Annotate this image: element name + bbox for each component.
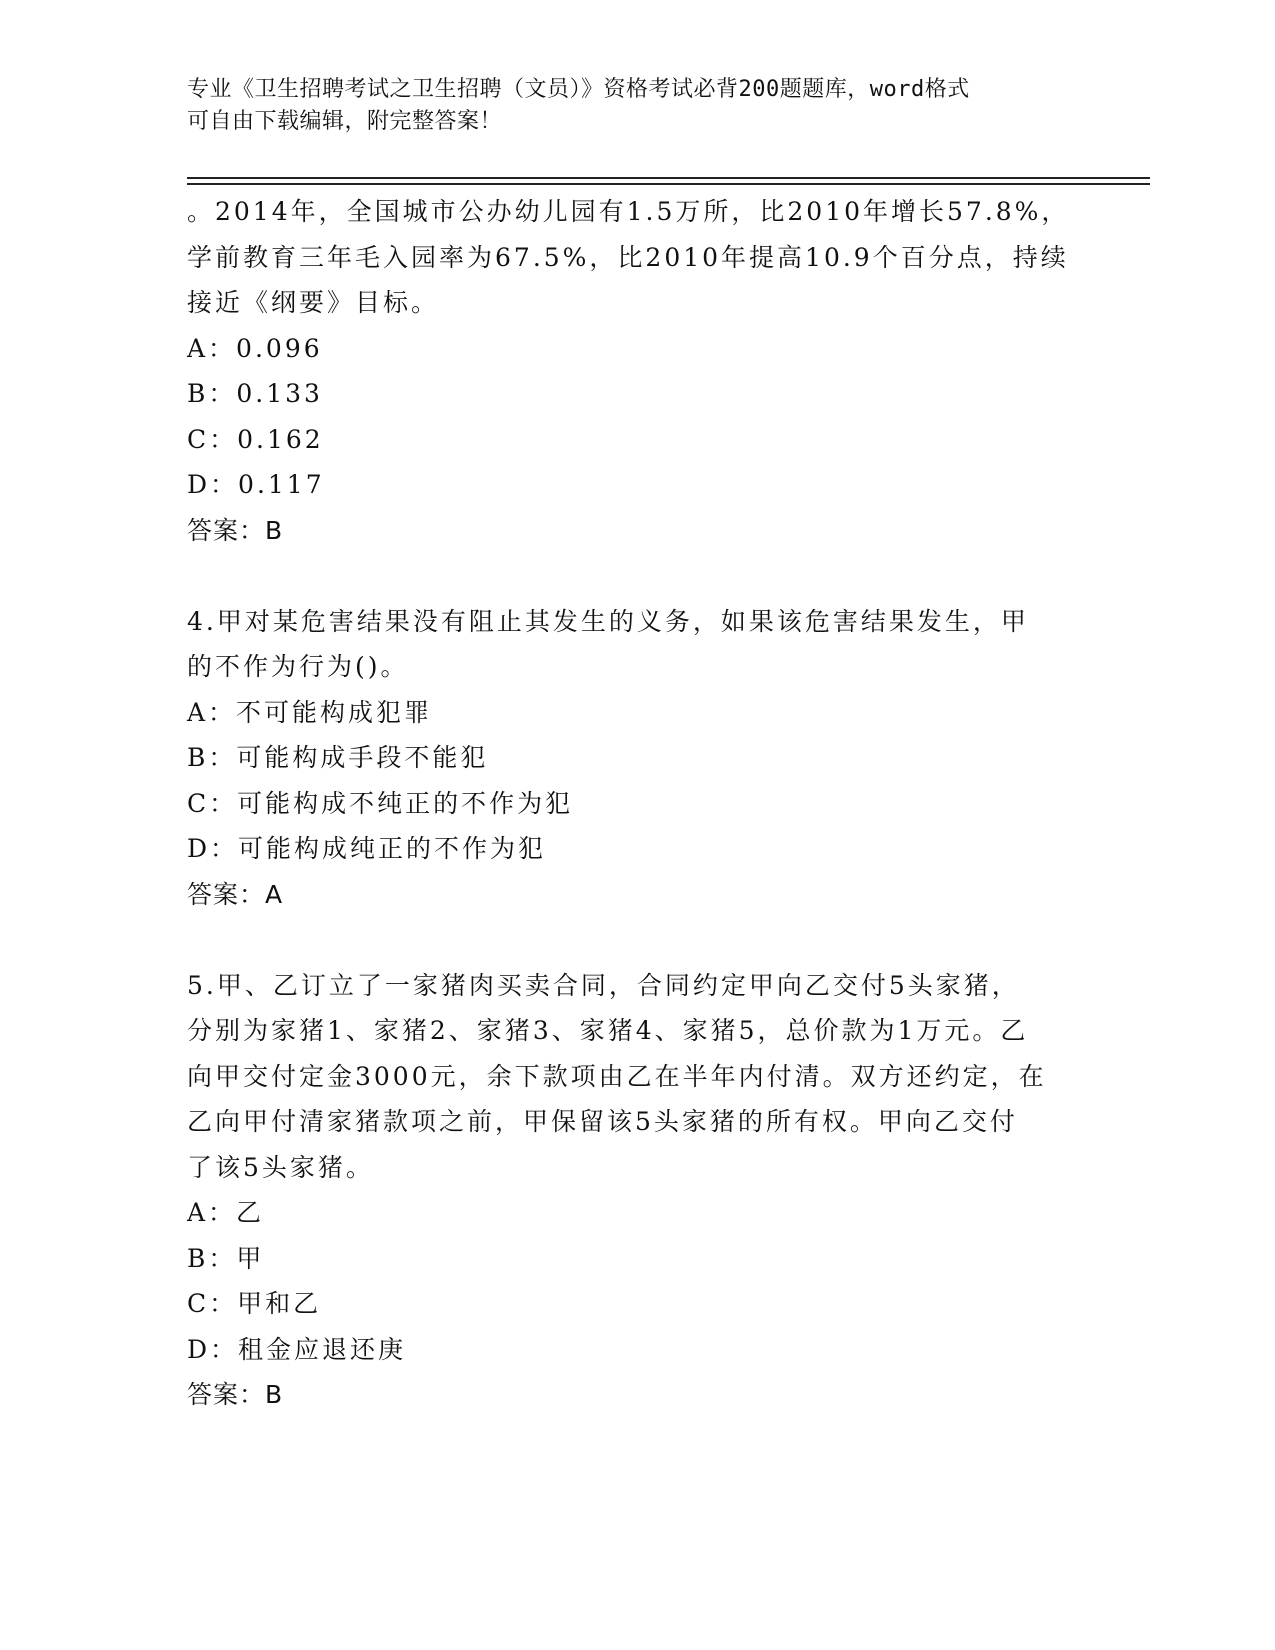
question-stem-line: 接近《纲要》目标。 bbox=[187, 288, 440, 317]
option-a: A：乙 bbox=[187, 1198, 265, 1227]
question-stem-line: 。2014年，全国城市公办幼儿园有1.5万所，比2010年增长57.8%， bbox=[187, 197, 1070, 226]
question-stem-line: 4.甲对某危害结果没有阻止其发生的义务，如果该危害结果发生，甲 bbox=[187, 606, 1029, 636]
question-stem-line: 5.甲、乙订立了一家猪肉买卖合同，合同约定甲向乙交付5头家猪， bbox=[187, 970, 1020, 1000]
question-stem-line: 乙向甲付清家猪款项之前，甲保留该5头家猪的所有权。甲向乙交付 bbox=[187, 1107, 1018, 1136]
answer-line: 答案：B bbox=[187, 515, 284, 545]
question-stem-line: 向甲交付定金3000元，余下款项由乙在半年内付清。双方还约定，在 bbox=[187, 1061, 1047, 1091]
option-d: D：0.117 bbox=[187, 470, 325, 499]
option-d: D：租金应退还庚 bbox=[187, 1334, 407, 1364]
option-a: A：不可能构成犯罪 bbox=[187, 697, 433, 727]
question-stem-line: 学前教育三年毛入园率为67.5%，比2010年提高10.9个百分点，持续 bbox=[187, 242, 1069, 272]
question-stem-line: 了该5头家猪。 bbox=[187, 1152, 374, 1182]
option-b: B：甲 bbox=[187, 1243, 265, 1273]
question-spacer bbox=[187, 917, 1087, 963]
option-c: C：可能构成不纯正的不作为犯 bbox=[187, 788, 574, 818]
header-line-2: 可自由下载编辑，附完整答案！ bbox=[187, 109, 503, 134]
header-divider-top bbox=[187, 177, 1150, 179]
question-stem-line: 的不作为行为()。 bbox=[187, 652, 409, 681]
option-c: C：甲和乙 bbox=[187, 1289, 322, 1318]
answer-line: 答案：A bbox=[187, 879, 284, 909]
question-5 bbox=[187, 963, 1087, 1418]
question-stem-line: 分别为家猪1、家猪2、家猪3、家猪4、家猪5，总价款为1万元。乙 bbox=[187, 1016, 1029, 1045]
header-line-1: 专业《卫生招聘考试之卫生招聘（文员）》资格考试必背200题题库，word格式 bbox=[187, 77, 970, 102]
option-b: B：可能构成手段不能犯 bbox=[187, 743, 489, 772]
answer-line: 答案：B bbox=[187, 1380, 284, 1409]
question-3 bbox=[187, 189, 1087, 553]
option-a: A：0.096 bbox=[187, 333, 323, 363]
header-divider-bottom bbox=[187, 183, 1150, 185]
option-b: B：0.133 bbox=[187, 379, 323, 408]
option-c: C：0.162 bbox=[187, 424, 324, 454]
question-spacer bbox=[187, 553, 1087, 599]
question-list bbox=[187, 189, 1087, 1418]
option-d: D：可能构成纯正的不作为犯 bbox=[187, 834, 547, 863]
question-4 bbox=[187, 599, 1087, 918]
document-header bbox=[187, 74, 1067, 138]
